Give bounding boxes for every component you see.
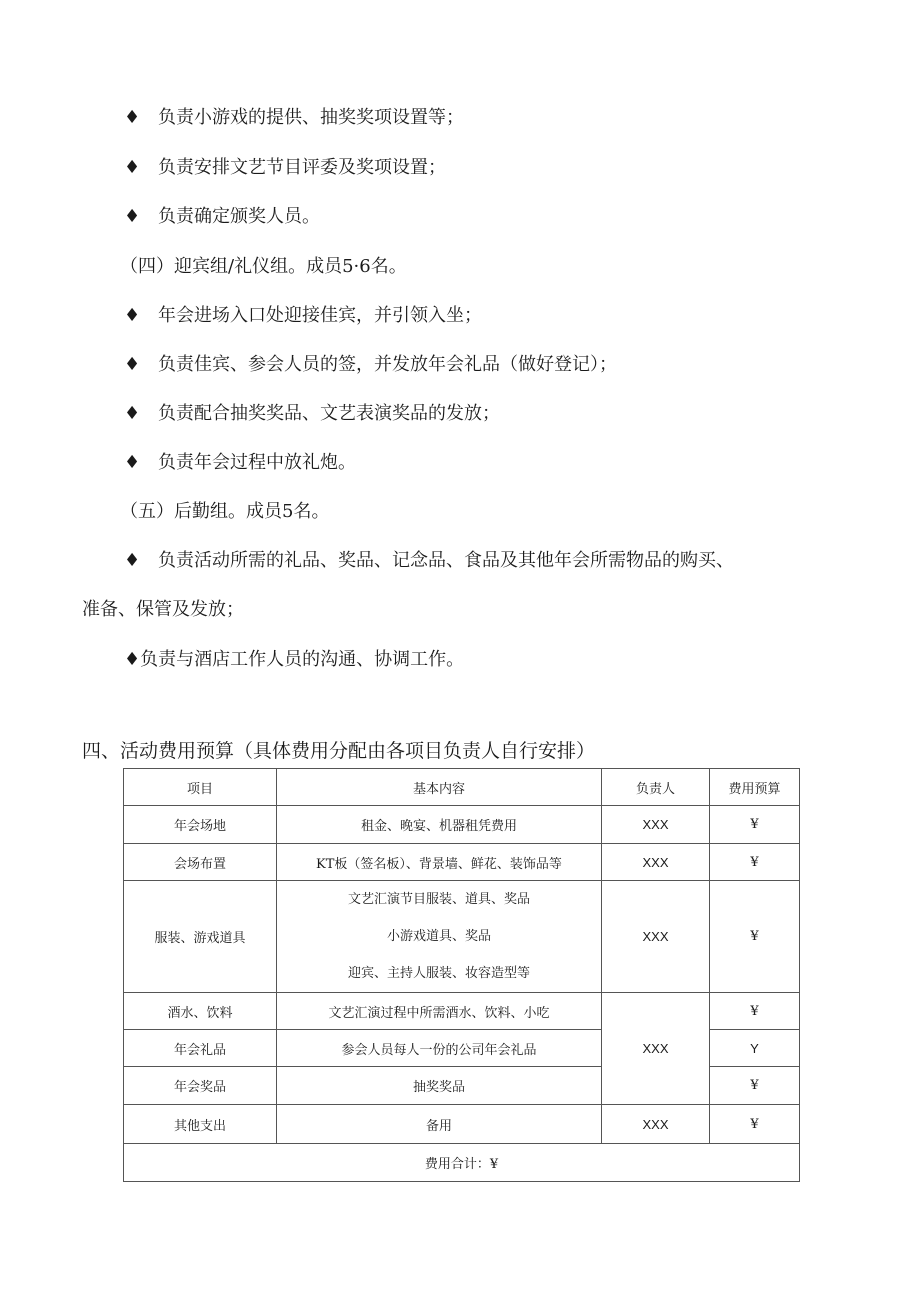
cell-item: 年会奖品 [124,1067,277,1105]
bullet-line-6: ♦ 负责配合抽奖奖品、文艺表演奖品的发放； [124,403,500,424]
table-row [124,1105,800,1144]
cell-content: 备用 [277,1105,602,1144]
cell-budget: ¥ [710,1105,800,1144]
cell-content: 抽奖奖品 [277,1067,602,1105]
bullet-line-7: ♦ 负责年会过程中放礼炮。 [124,452,356,473]
bullet-line-3: ♦ 负责确定颁奖人员。 [124,206,320,227]
budget-table [123,768,800,1182]
cell-owner: XXX [602,881,710,993]
table-row [124,844,800,881]
table-header-row [124,769,800,806]
total-cell: 费用合计：¥ [124,1144,800,1182]
bullet-line-9: ♦负责与酒店工作人员的沟通、协调工作。 [124,649,465,670]
cell-budget: ¥ [710,844,800,881]
bullet-diamond-icon: ♦ [124,107,141,128]
cell-owner: XXX [602,806,710,844]
bullet-diamond-icon: ♦ [124,649,141,670]
cell-content [277,881,602,993]
cell-content: 租金、晚宴、机器租凭费用 [277,806,602,844]
bullet-diamond-icon: ♦ [124,550,141,571]
table-total-row [124,1144,800,1182]
cell-budget: ¥ [710,993,800,1030]
bullet-line-4: ♦ 年会进场入口处迎接佳宾，并引领入坐； [124,305,482,326]
table-row [124,993,800,1030]
bullet-line-2: ♦ 负责安排文艺节目评委及奖项设置； [124,157,446,178]
cell-budget: ¥ [710,881,800,993]
section-title-budget: 四、活动费用预算（具体费用分配由各项目负责人自行安排） [82,740,596,762]
cell-budget: ¥ [710,806,800,844]
cell-owner: XXX [602,1105,710,1144]
table-row [124,806,800,844]
bullet-line-8: ♦ 负责活动所需的礼品、奖品、记念品、食品及其他年会所需物品的购买、 [124,550,734,571]
bullet-diamond-icon: ♦ [124,354,141,375]
subsection-heading-4: （四）迎宾组/礼仪组。成员5·6名。 [120,256,407,277]
content-line: 小游戏道具、奖品 [386,929,491,944]
cell-content: KT板（签名板）、背景墙、鲜花、装饰品等 [277,844,602,881]
table-row [124,881,800,993]
content-line: 迎宾、主持人服装、妆容造型等 [347,966,530,981]
header-content: 基本内容 [277,769,602,806]
cell-budget: ¥ [710,1067,800,1105]
bullet-diamond-icon: ♦ [124,206,141,227]
cell-item: 酒水、饮料 [124,993,277,1030]
cell-content: 文艺汇演过程中所需酒水、饮料、小吃 [277,993,602,1030]
bullet-diamond-icon: ♦ [124,403,141,424]
header-item: 项目 [124,769,277,806]
bullet-line-5: ♦ 负责佳宾、参会人员的签，并发放年会礼品（做好登记）； [124,354,617,375]
cell-owner: XXX [602,844,710,881]
cell-budget: Y [710,1030,800,1067]
header-owner: 负责人 [602,769,710,806]
cell-owner-merged: XXX [602,993,710,1105]
subsection-heading-5: （五）后勤组。成员5名。 [120,501,330,522]
header-budget: 费用预算 [710,769,800,806]
cell-item: 会场布置 [124,844,277,881]
cell-item: 其他支出 [124,1105,277,1144]
bullet-diamond-icon: ♦ [124,452,141,473]
bullet-diamond-icon: ♦ [124,305,141,326]
cell-item: 年会礼品 [124,1030,277,1067]
content-line: 文艺汇演节目服装、道具、奖品 [347,892,530,907]
cell-content: 参会人员每人一份的公司年会礼品 [277,1030,602,1067]
cell-item: 年会场地 [124,806,277,844]
continuation-line: 准备、保管及发放； [82,599,244,620]
bullet-line-1: ♦ 负责小游戏的提供、抽奖奖项设置等； [124,107,464,128]
bullet-diamond-icon: ♦ [124,157,141,178]
cell-item: 服装、游戏道具 [124,881,277,993]
